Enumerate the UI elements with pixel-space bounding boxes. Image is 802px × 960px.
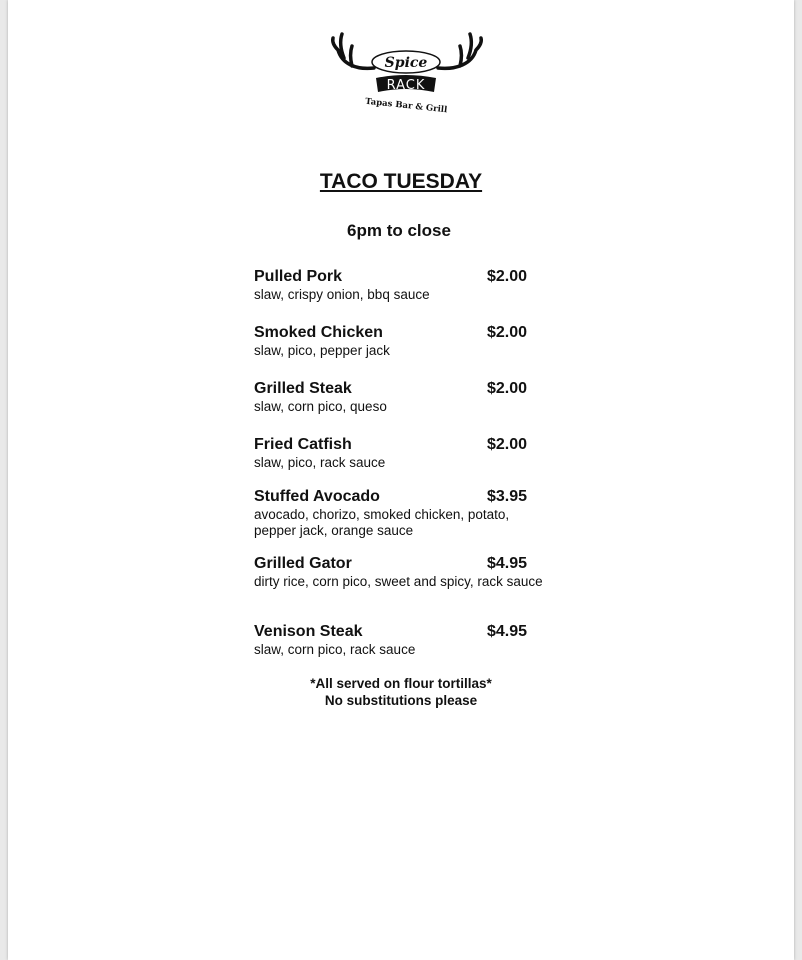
item-name: Fried Catfish [254,436,352,453]
logo-name-bottom: RACK [386,78,426,93]
item-price: $2.00 [487,380,528,397]
menu-item [254,268,544,303]
item-description: slaw, corn pico, rack sauce [254,642,416,657]
item-description: slaw, pico, rack sauce [254,455,386,470]
substitution-note: No substitutions please [324,693,478,708]
item-name: Smoked Chicken [254,324,383,341]
menu-item [254,380,544,415]
menu-item [254,555,544,590]
item-description: dirty rice, corn pico, sweet and spicy, rack sauce [254,574,543,589]
item-price: $4.95 [487,555,528,572]
menu-title: TACO TUESDAY [319,170,483,193]
menu-item [254,623,544,658]
item-price: $2.00 [487,324,528,341]
menu-item [254,488,544,539]
item-price: $4.95 [487,623,528,640]
logo-name-top: Spice [384,55,428,71]
logo-tagline: Tapas Bar & Grill [364,96,448,116]
item-description: slaw, pico, pepper jack [254,343,390,358]
item-name: Grilled Steak [254,380,352,397]
menu-item [254,436,544,471]
item-name: Venison Steak [254,623,363,640]
menu-hours: 6pm to close [347,221,451,240]
antlers-logo-icon [326,28,486,120]
item-price: $3.95 [487,488,528,505]
item-price: $2.00 [487,268,528,285]
menu-page [8,0,794,960]
item-price: $2.00 [487,436,528,453]
item-name: Pulled Pork [254,268,343,285]
item-description: slaw, crispy onion, bbq sauce [254,287,430,302]
tortilla-note: *All served on flour tortillas* [310,676,492,691]
item-name: Stuffed Avocado [254,488,380,505]
spice-rack-logo [326,28,486,120]
item-description: avocado, chorizo, smoked chicken, potato, pepper jack, orange sauce [254,507,510,538]
menu-footer-note [8,675,794,709]
item-name: Grilled Gator [254,555,352,572]
item-description: slaw, corn pico, queso [254,399,387,414]
menu-item [254,324,544,359]
